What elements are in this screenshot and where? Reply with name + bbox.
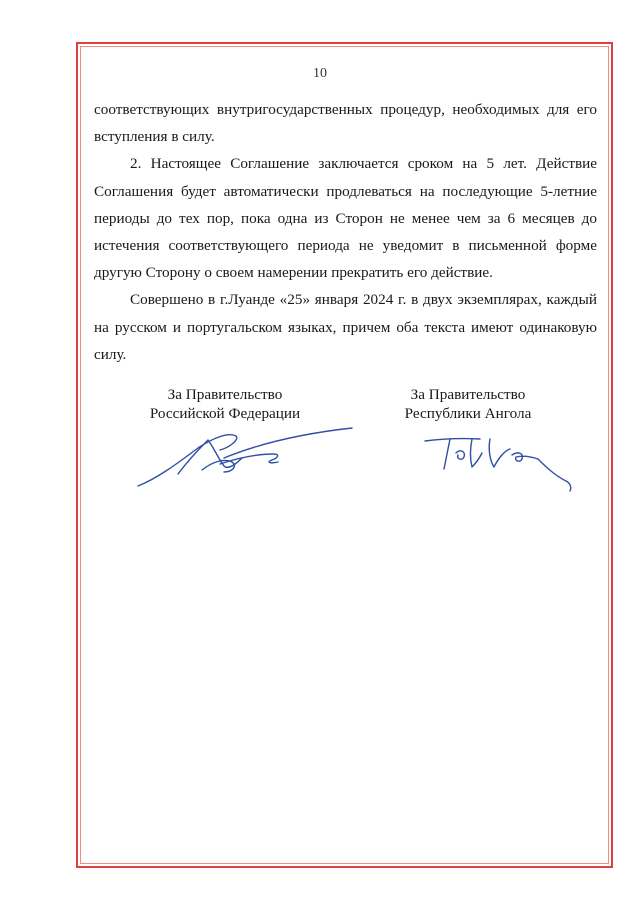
signature-russia-image	[128, 418, 358, 498]
signature-angola-image	[420, 425, 580, 495]
page-number: 10	[313, 66, 327, 81]
paragraph-term: 2. Настоящее Соглашение заключается сроком на 5 лет. Действие Соглашения будет автоматически продлеваться на последующие 5-летние периоды до тех пор, пока одна из Сторон не менее чем за 6 месяцев до истечения соответствующего периода не уведомит в письменной форме другую Сторону о своем намерении прекратить его действие.	[94, 155, 597, 282]
signatory-angola	[368, 385, 568, 423]
signatory-angola-line1: За Правительство	[410, 386, 526, 403]
signatory-russia-line2: Российской Федерации	[149, 405, 301, 422]
paragraph-continuation: соответствующих внутригосударственных процедур, необходимых для его вступления в силу.	[94, 101, 597, 146]
signatory-russia-line1: За Правительство	[167, 386, 283, 403]
paragraph-done-at: Совершено в г.Луанде «25» января 2024 г. в двух экземплярах, каждый на русском и португальском языках, причем оба текста имеют одинаковую силу.	[94, 291, 597, 363]
signatory-angola-line2: Республики Ангола	[404, 405, 532, 422]
document-body	[94, 96, 597, 368]
